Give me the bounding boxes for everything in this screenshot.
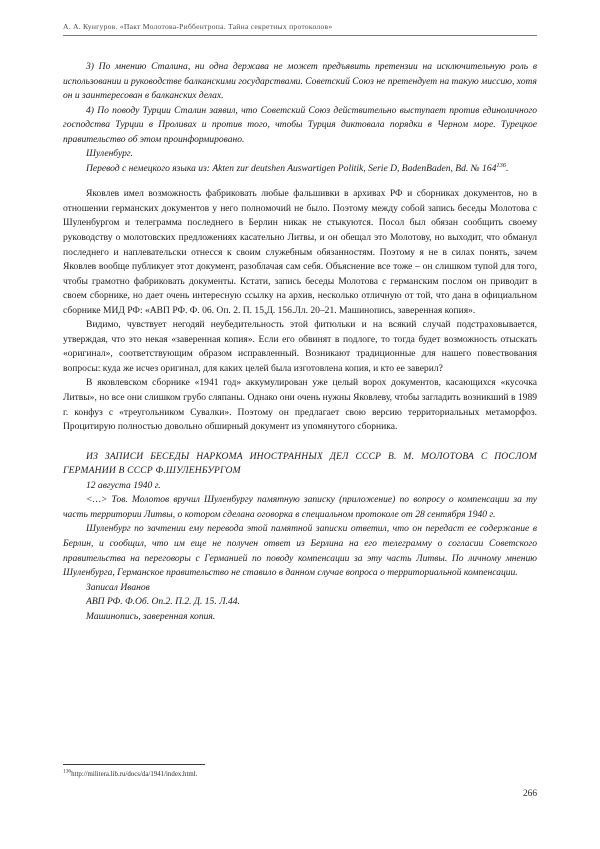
footnote-marker-136: 136 bbox=[496, 161, 506, 169]
paragraph-yakovlev: Яковлев имел возможность фабриковать любые фальшивки в архивах РФ и сборниках документов, но в отношении германских документов у него полномочий не было. Поэтому между собой запись беседы Молотова с Шуленбургом и телеграмма последнего в Берлин никак не стыкуются. Посол был обязан сообщить своему руководству о молотовских предложениях касательно Литвы, и он обещал это Молотову, но выходит, что обманул последнего и наплевательски отнесся к своим служебным обязанностям. Поэтому я не в силах понять, зачем Яковлев вообще публикует этот документ, разоблачая сам себя. Объяснение все тоже – он слишком тупой для того, чтобы грамотно фабриковать документы. Кстати, запись беседы Молотова с германским послом он приводит в своем сборнике, но дает очень интересную ссылку на архив, несколько отличную от той, что дана в официальном сборнике МИД РФ: «АВП РФ. Ф. 06. Оп. 2. П. 15,Д. 156.Лл. 20–21. Машинопись, заверенная копия». bbox=[63, 188, 537, 316]
quoted-document-archive-reference: АВП РФ. Ф.Об. Оп.2. П.2. Д. 15. Л.44. bbox=[86, 596, 240, 608]
running-header bbox=[63, 22, 537, 36]
paragraph-point-3: 3) По мнению Сталина, ни одна держава не может предъявить претензии на исключительную роль в использовании и руководстве балканскими государствами. Советский Союз не претендует на такую миссию, хотя он и заинтересован в балканских делах. bbox=[63, 61, 537, 102]
spacer bbox=[63, 435, 537, 450]
quoted-document-heading: ИЗ ЗАПИСИ БЕСЕДЫ НАРКОМА ИНОСТРАННЫХ ДЕЛ СССР В. М. МОЛОТОВА С ПОСЛОМ ГЕРМАНИИ В СССР Ф.ШУЛЕНБУРГОМ bbox=[63, 450, 537, 477]
footnote-number: 136 bbox=[63, 768, 72, 775]
paragraph-vidimo: Видимо, чувствует негодяй неубедительность этой фитюльки и на всякий случай подстраховывается, утверждая, что это некая «заверенная копия». Если его обвинят в подлоге, то тогда будет возможность отыскать «оригинал», соответствующим образом исправленный. Возникают традиционные для нашего повествования вопросы: куда же исчез оригинал, для каких целей была изготовлена копия, и кто ее заверил? bbox=[63, 319, 537, 374]
quoted-document-paragraph-2: Шуленбург по зачтении ему перевода этой памятной записки ответил, что он передаст ее содержание в Берлин, и сообщил, что им еще не получен ответ из Берлина на его телеграмму о согласии Советского правительства на переговоры с Германией по поводу компенсации за эту часть Литвы. По личному мнению Шуленбурга, Германское правительство не ставило в данном случае вопроса о территориальной компенсации. bbox=[63, 523, 537, 579]
running-header-text: А. А. Кунгуров. «Пакт Молотова-Риббентропа. Тайна секретных протоколов» bbox=[63, 22, 333, 31]
header-divider bbox=[63, 35, 537, 36]
footnote-divider bbox=[63, 764, 205, 765]
translation-source-period: . bbox=[505, 162, 509, 174]
quoted-document-recorder: Записал Иванов bbox=[86, 581, 150, 593]
paragraph-point-4: 4) По поводу Турции Сталин заявил, что Советский Союз действительно выступает против единоличного господства Турции в Проливах и против того, чтобы Турция диктовала порядки в Черном море. Турецкое правительство об этом проинформировано. bbox=[63, 104, 537, 145]
translation-source-text: Перевод с немецкого языка из: Akten zur deutshen Auswartigen Politik, Serie D, BadenBaden, Bd. № 164 bbox=[86, 162, 497, 174]
quoted-document-copy-note: Машинопись, заверенная копия. bbox=[86, 610, 216, 622]
signature-schulenburg: Шуленбург. bbox=[86, 148, 133, 160]
paragraph-sbornik: В яковлевском сборнике «1941 год» аккумулирован уже целый ворох документов, касающихся «кусочка Литвы», но все они слишком грубо сляпаны. Однако они очень нужны Яковлеву, чтобы загладить возникший в 1989 г. конфуз с «треугольником Сувалки». Поэтому он предлагает свою версию территориальных метаморфоз. Процитирую полностью довольно обширный документ из упомянутого сборника. bbox=[63, 377, 537, 433]
spacer bbox=[63, 176, 537, 187]
quoted-document-date: 12 августа 1940 г. bbox=[86, 479, 161, 491]
page-number: 266 bbox=[522, 789, 537, 799]
translation-source-note bbox=[63, 162, 537, 177]
footnote-entry bbox=[63, 770, 537, 780]
quoted-document-paragraph-1: <…> Тов. Молотов вручил Шуленбургу памятную записку (приложение) по вопросу о компенсации за ту часть территории Литвы, о котором сделана оговорка в специальном протоколе от 28 сентября 1940 г. bbox=[63, 494, 537, 520]
footnote-url: http://militera.lib.ru/docs/da/1941/index.html. bbox=[71, 771, 198, 778]
text-column bbox=[63, 60, 537, 624]
footnote-area bbox=[63, 764, 537, 780]
